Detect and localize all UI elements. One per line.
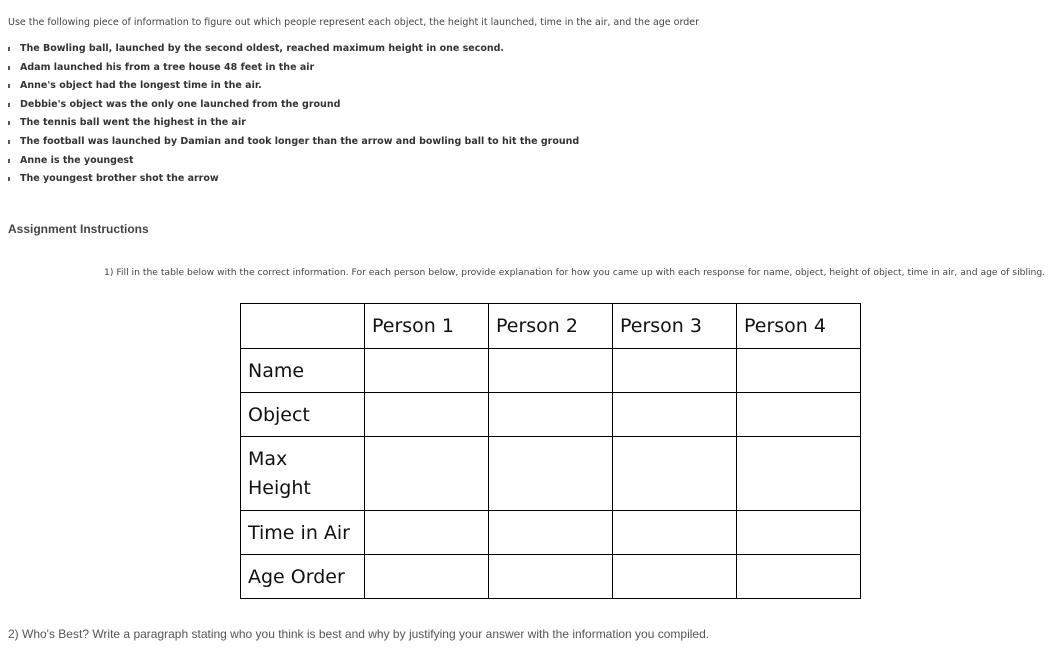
- table-row-object: [241, 393, 861, 437]
- cell-age-person-3: [613, 555, 737, 599]
- table-row-age-order: [241, 555, 861, 599]
- row-label-max-height: [241, 437, 365, 511]
- cell-object-person-3: [613, 393, 737, 437]
- bullet-icon: [8, 121, 10, 125]
- assignment-instructions-heading: Assignment Instructions: [8, 222, 149, 236]
- cell-time-person-3: [613, 511, 737, 555]
- row-label-max-height-line2: Height: [248, 476, 311, 499]
- table-row-max-height: [241, 437, 861, 511]
- clue-item: [8, 171, 579, 190]
- bullet-icon: [8, 66, 10, 70]
- bullet-icon: [8, 84, 10, 88]
- header-person-2: Person 2: [489, 304, 613, 349]
- cell-name-person-2: [489, 349, 613, 393]
- table-header-row: [241, 304, 861, 349]
- clue-list: [8, 41, 579, 190]
- cell-age-person-2: [489, 555, 613, 599]
- cell-height-person-2: [489, 437, 613, 511]
- row-label-name: Name: [241, 349, 365, 393]
- cell-height-person-1: [365, 437, 489, 511]
- row-label-max-height-line1: Max: [248, 447, 288, 470]
- question-2: 2) Who's Best? Write a paragraph stating who you think is best and why by justifying your answer with the information you compiled.: [8, 627, 710, 641]
- clue-text: Anne is the youngest: [20, 154, 134, 166]
- header-person-3: Person 3: [613, 304, 737, 349]
- bullet-icon: [8, 47, 10, 51]
- clue-text: The youngest brother shot the arrow: [20, 173, 219, 185]
- bullet-icon: [8, 103, 10, 107]
- clue-text: The football was launched by Damian and took longer than the arrow and bowling ball to hit the ground: [20, 135, 580, 147]
- row-label-time-in-air: Time in Air: [241, 511, 365, 555]
- cell-time-person-4: [737, 511, 861, 555]
- clue-text: The tennis ball went the highest in the air: [20, 117, 246, 129]
- clue-text: The Bowling ball, launched by the second oldest, reached maximum height in one second.: [20, 43, 505, 54]
- clue-item: [8, 134, 579, 153]
- table-row-time-in-air: [241, 511, 861, 555]
- header-person-4: Person 4: [737, 304, 861, 349]
- bullet-icon: [8, 140, 10, 144]
- row-label-age-order: Age Order: [241, 555, 365, 599]
- cell-age-person-1: [365, 555, 489, 599]
- clue-item: [8, 60, 579, 79]
- cell-height-person-4: [737, 437, 861, 511]
- cell-age-person-4: [737, 555, 861, 599]
- clue-item: [8, 97, 579, 116]
- intro-text: Use the following piece of information to figure out which people represent each object, the height it launched, time in the air, and the age order: [8, 17, 699, 28]
- header-person-1: Person 1: [365, 304, 489, 349]
- logic-puzzle-table: [240, 303, 861, 599]
- clue-item: [8, 115, 579, 134]
- bullet-icon: [8, 177, 10, 181]
- table-row-name: [241, 349, 861, 393]
- bullet-icon: [8, 159, 10, 163]
- cell-object-person-2: [489, 393, 613, 437]
- instruction-1: 1) Fill in the table below with the correct information. For each person below, provide explanation for how you came up with each response for name, object, height of object, time in air, and age of sibling.: [104, 267, 1046, 278]
- cell-object-person-1: [365, 393, 489, 437]
- cell-name-person-4: [737, 349, 861, 393]
- clue-item: [8, 153, 579, 172]
- cell-time-person-2: [489, 511, 613, 555]
- clue-text: Debbie's object was the only one launched from the ground: [20, 98, 341, 110]
- header-corner-cell: [241, 304, 365, 349]
- table-image: [228, 294, 882, 618]
- cell-object-person-4: [737, 393, 861, 437]
- cell-name-person-3: [613, 349, 737, 393]
- cell-time-person-1: [365, 511, 489, 555]
- cell-height-person-3: [613, 437, 737, 511]
- clue-text: Adam launched his from a tree house 48 feet in the air: [20, 61, 315, 73]
- clue-item: [8, 41, 579, 60]
- clue-item: [8, 78, 579, 97]
- cell-name-person-1: [365, 349, 489, 393]
- clue-text: Anne's object had the longest time in the air.: [20, 80, 262, 92]
- row-label-object: Object: [241, 393, 365, 437]
